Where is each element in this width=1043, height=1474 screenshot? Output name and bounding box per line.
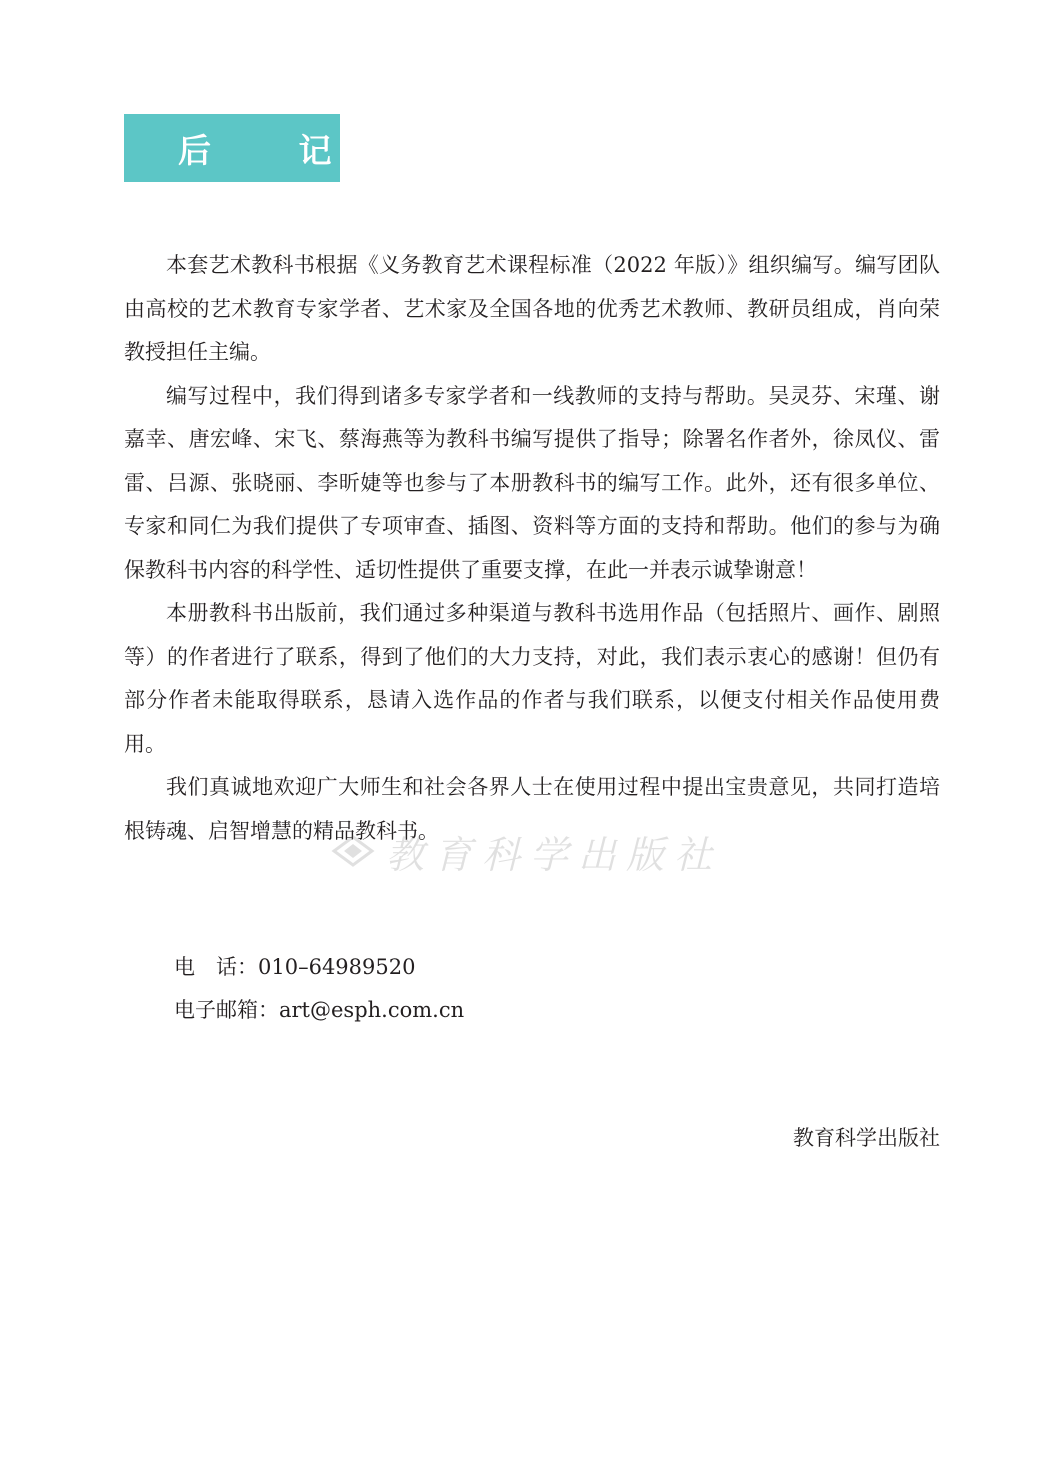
paragraph-1: 本套艺术教科书根据《义务教育艺术课程标准（2022 年版）》组织编写。编写团队由高校的艺术教育专家学者、艺术家及全国各地的优秀艺术教师、教研员组成，肖向荣教授担任主编。 (124, 253, 940, 364)
paragraph-3: 本册教科书出版前，我们通过多种渠道与教科书选用作品（包括照片、画作、剧照等）的作者进行了联系，得到了他们的大力支持，对此，我们表示衷心的感谢！但仍有部分作者未能取得联系，恳请入选作品的作者与我们联系，以便支付相关作品使用费用。 (124, 601, 940, 756)
phone-label: 电 话： (174, 955, 258, 979)
email-label: 电子邮箱： (174, 998, 279, 1022)
heading-banner (124, 114, 370, 182)
page-title: 后 记 (178, 130, 370, 170)
paragraph-4: 我们真诚地欢迎广大师生和社会各界人士在使用过程中提出宝贵意见，共同打造培根铸魂、启智增慧的精品教科书。 (124, 775, 940, 843)
phone-row (174, 946, 464, 989)
email-row (174, 989, 464, 1032)
contact-info (174, 946, 464, 1032)
watermark-text: 教育科学出版社 (386, 832, 723, 877)
publisher-name: 教育科学出版社 (793, 1126, 940, 1150)
phone-number: 010–64989520 (258, 955, 416, 979)
email-address: art@esph.com.cn (279, 998, 465, 1022)
body-text (124, 244, 940, 853)
paragraph-2: 编写过程中，我们得到诸多专家学者和一线教师的支持与帮助。吴灵芬、宋瑾、谢嘉幸、唐宏峰、宋飞、蔡海燕等为教科书编写提供了指导；除署名作者外，徐凤仪、雷雷、吕源、张晓丽、李昕婕等也参与了本册教科书的编写工作。此外，还有很多单位、专家和同仁为我们提供了专项审查、插图、资料等方面的支持和帮助。他们的参与为确保教科书内容的科学性、适切性提供了重要支撑，在此一并表示诚挚谢意！ (124, 383, 940, 582)
